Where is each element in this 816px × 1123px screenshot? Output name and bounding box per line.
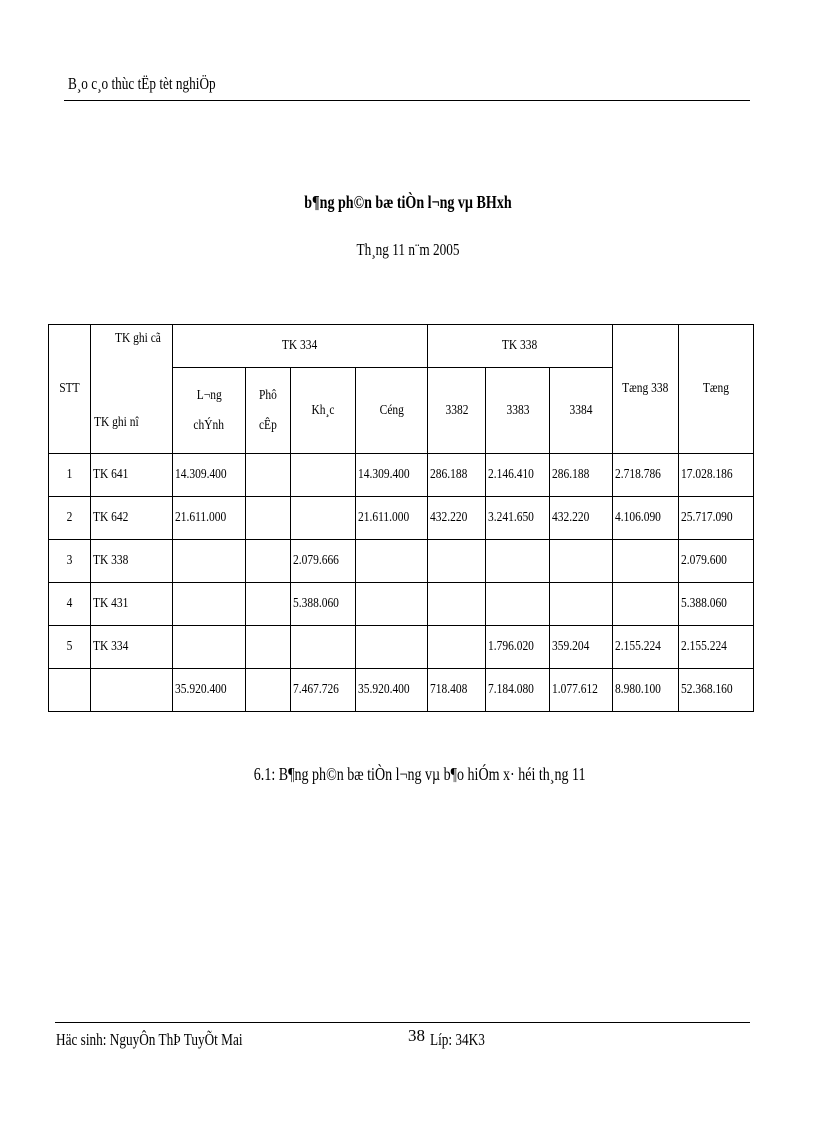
cell-c3384 bbox=[550, 540, 613, 583]
table-row bbox=[49, 626, 754, 669]
cell-stt: 1 bbox=[49, 454, 91, 497]
cell-c3384: 432.220 bbox=[550, 497, 613, 540]
cell-tong: 52.368.160 bbox=[679, 669, 754, 712]
cell-tong338: 2.155.224 bbox=[613, 626, 679, 669]
footer-student: Häc sinh: NguyÔn ThÞ TuyÕt Mai bbox=[56, 1030, 243, 1049]
cell-khac: 7.467.726 bbox=[291, 669, 356, 712]
table-row bbox=[49, 540, 754, 583]
cell-stt: 4 bbox=[49, 583, 91, 626]
header-luong-chinh: L¬ng chÝnh bbox=[173, 368, 246, 454]
cell-stt: 5 bbox=[49, 626, 91, 669]
cell-c3382 bbox=[428, 540, 486, 583]
header-khac: Kh¸c bbox=[291, 368, 356, 454]
table-title: b¶ng ph©n bæ tiÒn l¬ng vµ BHxh bbox=[304, 192, 512, 212]
header-rule bbox=[64, 100, 750, 101]
cell-tong: 17.028.186 bbox=[679, 454, 754, 497]
cell-tk: TK 642 bbox=[91, 497, 173, 540]
cell-phucap bbox=[246, 454, 291, 497]
cell-cong: 14.309.400 bbox=[356, 454, 428, 497]
cell-khac bbox=[291, 626, 356, 669]
salary-allocation-table bbox=[48, 324, 754, 712]
cell-c3384: 359.204 bbox=[550, 626, 613, 669]
table-row bbox=[49, 497, 754, 540]
cell-c3383: 1.796.020 bbox=[486, 626, 550, 669]
cell-cong: 35.920.400 bbox=[356, 669, 428, 712]
cell-tong: 2.079.600 bbox=[679, 540, 754, 583]
cell-phucap bbox=[246, 540, 291, 583]
cell-cong bbox=[356, 626, 428, 669]
header-tk-co: TK ghi cã bbox=[115, 331, 161, 346]
cell-tong: 25.717.090 bbox=[679, 497, 754, 540]
cell-c3382 bbox=[428, 626, 486, 669]
header-tk-no: TK ghi nî bbox=[94, 415, 139, 430]
cell-tk bbox=[91, 669, 173, 712]
header-cong: Céng bbox=[356, 368, 428, 454]
cell-tk: TK 338 bbox=[91, 540, 173, 583]
cell-luong bbox=[173, 626, 246, 669]
cell-tong338 bbox=[613, 583, 679, 626]
header-3384: 3384 bbox=[550, 368, 613, 454]
table-caption: 6.1: B¶ng ph©n bæ tiÒn l¬ng vµ b¶o hiÓm x· héi th¸ng 11 bbox=[254, 764, 586, 784]
header-group-338: TK 338 bbox=[428, 325, 613, 368]
cell-tong338: 4.106.090 bbox=[613, 497, 679, 540]
cell-tong338: 2.718.786 bbox=[613, 454, 679, 497]
cell-khac: 5.388.060 bbox=[291, 583, 356, 626]
cell-phucap bbox=[246, 626, 291, 669]
cell-c3383 bbox=[486, 540, 550, 583]
footer-page-number: 38 bbox=[408, 1026, 425, 1045]
cell-cong: 21.611.000 bbox=[356, 497, 428, 540]
cell-phucap bbox=[246, 583, 291, 626]
cell-tk: TK 641 bbox=[91, 454, 173, 497]
cell-c3382: 286.188 bbox=[428, 454, 486, 497]
header-phu-cap: Phô cÊp bbox=[246, 368, 291, 454]
cell-c3384: 1.077.612 bbox=[550, 669, 613, 712]
cell-c3384 bbox=[550, 583, 613, 626]
footer-class: Líp: 34K3 bbox=[430, 1030, 485, 1049]
table-row bbox=[49, 454, 754, 497]
header-tong: Tæng bbox=[679, 325, 754, 454]
cell-c3382: 432.220 bbox=[428, 497, 486, 540]
header-stt: STT bbox=[49, 325, 91, 454]
cell-luong bbox=[173, 583, 246, 626]
cell-cong bbox=[356, 583, 428, 626]
cell-cong bbox=[356, 540, 428, 583]
cell-c3383: 2.146.410 bbox=[486, 454, 550, 497]
cell-stt bbox=[49, 669, 91, 712]
table-subtitle: Th¸ng 11 n¨m 2005 bbox=[356, 240, 460, 259]
cell-stt: 2 bbox=[49, 497, 91, 540]
header-3382: 3382 bbox=[428, 368, 486, 454]
table-row bbox=[49, 583, 754, 626]
footer-rule bbox=[55, 1022, 750, 1023]
cell-luong bbox=[173, 540, 246, 583]
cell-luong: 21.611.000 bbox=[173, 497, 246, 540]
cell-c3382: 718.408 bbox=[428, 669, 486, 712]
cell-c3383: 7.184.080 bbox=[486, 669, 550, 712]
cell-phucap bbox=[246, 497, 291, 540]
table-row bbox=[49, 669, 754, 712]
cell-tong: 2.155.224 bbox=[679, 626, 754, 669]
page-header: B¸o c¸o thùc tËp tèt nghiÖp bbox=[68, 74, 216, 93]
header-3383: 3383 bbox=[486, 368, 550, 454]
header-tk-diagonal bbox=[91, 325, 173, 454]
header-group-334: TK 334 bbox=[173, 325, 428, 368]
cell-tong338: 8.980.100 bbox=[613, 669, 679, 712]
header-row-1 bbox=[49, 325, 754, 368]
cell-phucap bbox=[246, 669, 291, 712]
cell-c3383 bbox=[486, 583, 550, 626]
cell-c3384: 286.188 bbox=[550, 454, 613, 497]
cell-c3382 bbox=[428, 583, 486, 626]
cell-c3383: 3.241.650 bbox=[486, 497, 550, 540]
cell-khac bbox=[291, 454, 356, 497]
cell-khac: 2.079.666 bbox=[291, 540, 356, 583]
cell-tk: TK 431 bbox=[91, 583, 173, 626]
cell-luong: 14.309.400 bbox=[173, 454, 246, 497]
cell-luong: 35.920.400 bbox=[173, 669, 246, 712]
cell-stt: 3 bbox=[49, 540, 91, 583]
cell-tong338 bbox=[613, 540, 679, 583]
header-tong-338: Tæng 338 bbox=[613, 325, 679, 454]
cell-tong: 5.388.060 bbox=[679, 583, 754, 626]
cell-khac bbox=[291, 497, 356, 540]
cell-tk: TK 334 bbox=[91, 626, 173, 669]
